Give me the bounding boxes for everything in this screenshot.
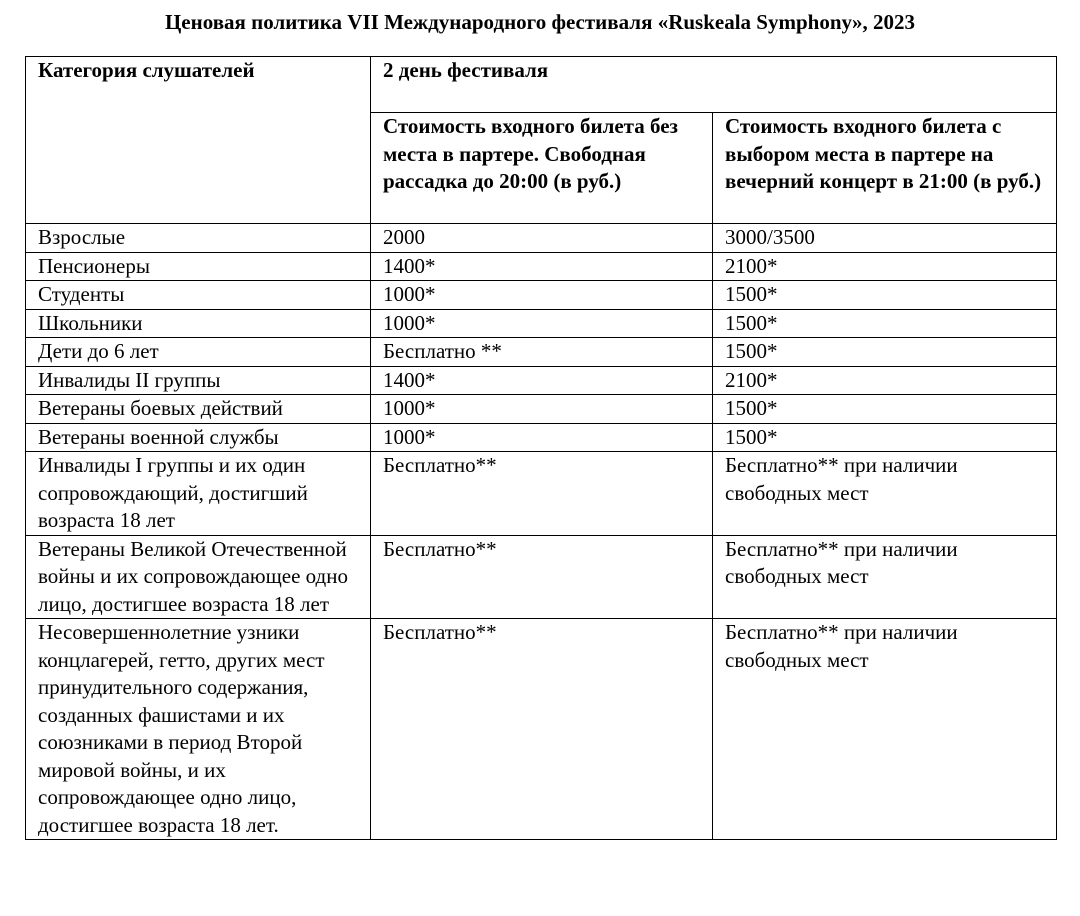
category-cell: Инвалиды I группы и их один сопровождающий, достигший возраста 18 лет bbox=[26, 452, 371, 536]
parterre-price-cell: 1500* bbox=[713, 338, 1057, 367]
category-cell: Студенты bbox=[26, 281, 371, 310]
category-cell: Взрослые bbox=[26, 224, 371, 253]
table-header bbox=[26, 57, 1057, 224]
table-row bbox=[26, 395, 1057, 424]
table-row bbox=[26, 281, 1057, 310]
table-row bbox=[26, 366, 1057, 395]
category-column-header: Категория слушателей bbox=[26, 57, 371, 224]
category-cell: Ветераны Великой Отечественной войны и их сопровождающее одно лицо, достигшее возраста 18 лет bbox=[26, 535, 371, 619]
table-row bbox=[26, 619, 1057, 840]
festival-day-header: 2 день фестиваля bbox=[371, 57, 1057, 113]
free-seating-price-cell: 1000* bbox=[371, 309, 713, 338]
table-row bbox=[26, 309, 1057, 338]
parterre-price-header-text: Стоимость входного билета с выбором места в партере на вечерний концерт в 21:00 (в руб.) bbox=[725, 114, 1042, 193]
free-seating-price-cell: Бесплатно** bbox=[371, 535, 713, 619]
free-seating-price-cell: Бесплатно** bbox=[371, 452, 713, 536]
free-seating-price-cell: 1400* bbox=[371, 252, 713, 281]
table-body bbox=[26, 224, 1057, 840]
parterre-price-cell: 1500* bbox=[713, 281, 1057, 310]
table-row bbox=[26, 423, 1057, 452]
header-row-top bbox=[26, 57, 1057, 113]
category-cell: Школьники bbox=[26, 309, 371, 338]
table-row bbox=[26, 252, 1057, 281]
document-title: Ценовая политика VII Международного фестиваля «Ruskeala Symphony», 2023 bbox=[164, 10, 916, 34]
parterre-price-cell: 3000/3500 bbox=[713, 224, 1057, 253]
category-cell: Несовершеннолетние узники концлагерей, гетто, других мест принудительного содержания, созданных фашистами и их союзниками в период Второй мировой войны, и их сопровождающее одно лицо, достигшее возраста 18 лет. bbox=[26, 619, 371, 840]
parterre-price-cell: Бесплатно** при наличии свободных мест bbox=[713, 535, 1057, 619]
parterre-price-cell: 1500* bbox=[713, 423, 1057, 452]
category-cell: Ветераны боевых действий bbox=[26, 395, 371, 424]
table-row bbox=[26, 452, 1057, 536]
free-seating-price-cell: 1000* bbox=[371, 423, 713, 452]
category-cell: Инвалиды II группы bbox=[26, 366, 371, 395]
free-seating-price-header: Стоимость входного билета без места в партере. Свободная рассадка до 20:00 (в руб.) bbox=[371, 113, 713, 224]
parterre-price-cell: Бесплатно** при наличии свободных мест bbox=[713, 619, 1057, 840]
free-seating-price-cell: 1400* bbox=[371, 366, 713, 395]
parterre-price-cell: 2100* bbox=[713, 366, 1057, 395]
parterre-price-cell: 2100* bbox=[713, 252, 1057, 281]
category-cell: Пенсионеры bbox=[26, 252, 371, 281]
table-row bbox=[26, 338, 1057, 367]
parterre-price-cell: 1500* bbox=[713, 309, 1057, 338]
free-seating-price-cell: Бесплатно** bbox=[371, 619, 713, 840]
table-row bbox=[26, 535, 1057, 619]
parterre-price-header bbox=[713, 113, 1057, 224]
category-cell: Ветераны военной службы bbox=[26, 423, 371, 452]
category-cell: Дети до 6 лет bbox=[26, 338, 371, 367]
free-seating-price-cell: 1000* bbox=[371, 281, 713, 310]
parterre-price-cell: 1500* bbox=[713, 395, 1057, 424]
free-seating-price-cell: 2000 bbox=[371, 224, 713, 253]
price-table bbox=[25, 56, 1057, 840]
table-row bbox=[26, 224, 1057, 253]
free-seating-price-cell: 1000* bbox=[371, 395, 713, 424]
parterre-price-cell: Бесплатно** при наличии свободных мест bbox=[713, 452, 1057, 536]
free-seating-price-cell: Бесплатно ** bbox=[371, 338, 713, 367]
